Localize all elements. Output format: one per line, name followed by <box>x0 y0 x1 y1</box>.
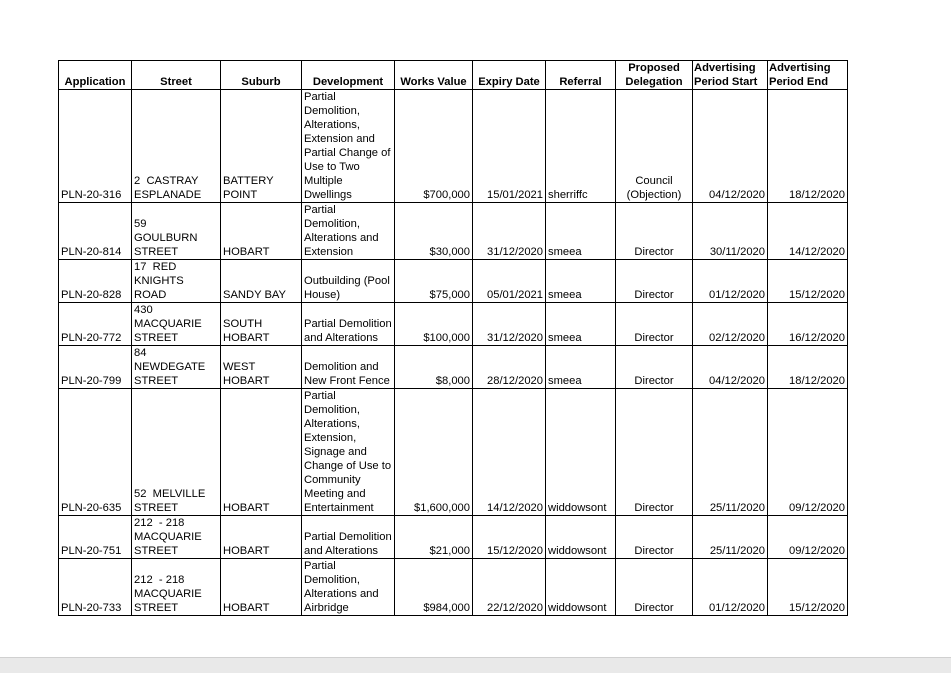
development-cell-line: Alterations, <box>304 418 360 430</box>
application-cell: PLN-20-733 <box>59 559 132 616</box>
development-cell <box>302 203 395 260</box>
development-cell-line: Partial Demolition <box>304 531 392 543</box>
suburb-cell-line: HOBART <box>223 602 270 614</box>
street-cell-line: KNIGHTS <box>134 275 184 287</box>
development-cell-line: Demolition and <box>304 361 379 373</box>
delegation-cell-line: (Objection) <box>626 189 682 201</box>
suburb-cell-line: HOBART <box>223 332 270 344</box>
header-suburb: Suburb <box>221 61 302 90</box>
development-cell-line: Demolition, <box>304 105 360 117</box>
street-cell <box>132 559 221 616</box>
header-advertising-period-start <box>693 61 768 90</box>
suburb-cell-line: HOBART <box>223 246 270 258</box>
works-value-cell: $700,000 <box>395 90 473 203</box>
suburb-cell-line: WEST <box>223 361 256 373</box>
suburb-cell <box>221 516 302 559</box>
delegation-cell <box>616 516 693 559</box>
development-cell <box>302 260 395 303</box>
applications-table <box>58 60 848 616</box>
suburb-cell <box>221 559 302 616</box>
adv-start-cell: 04/12/2020 <box>693 90 768 203</box>
delegation-cell-line: Director <box>634 545 674 557</box>
works-value-cell: $984,000 <box>395 559 473 616</box>
works-value-cell: $30,000 <box>395 203 473 260</box>
header-development: Development <box>302 61 395 90</box>
expiry-date-cell: 05/01/2021 <box>473 260 546 303</box>
referral-cell: sherriffc <box>546 90 616 203</box>
header-application: Application <box>59 61 132 90</box>
development-cell-line: Partial <box>304 204 336 216</box>
works-value-cell: $75,000 <box>395 260 473 303</box>
expiry-date-cell: 22/12/2020 <box>473 559 546 616</box>
development-cell-line: Multiple <box>304 175 343 187</box>
adv-start-cell: 04/12/2020 <box>693 346 768 389</box>
referral-cell: smeea <box>546 203 616 260</box>
adv-start-cell: 02/12/2020 <box>693 303 768 346</box>
suburb-cell-line: POINT <box>223 189 258 201</box>
development-cell-line: House) <box>304 289 341 301</box>
header-line: Period Start <box>694 76 758 88</box>
application-cell: PLN-20-751 <box>59 516 132 559</box>
development-cell-line: Alterations and <box>304 232 379 244</box>
suburb-cell <box>221 389 302 516</box>
development-cell-line: Airbridge <box>304 602 349 614</box>
expiry-date-cell: 28/12/2020 <box>473 346 546 389</box>
development-cell-line: Partial Change of <box>304 147 391 159</box>
expiry-date-cell: 15/01/2021 <box>473 90 546 203</box>
development-cell <box>302 90 395 203</box>
development-cell-line: Alterations and <box>304 588 379 600</box>
development-cell-line: Entertainment <box>304 502 374 514</box>
street-cell-line: STREET <box>134 375 179 387</box>
delegation-cell-line: Council <box>635 175 673 187</box>
street-cell-line: STREET <box>134 602 179 614</box>
development-cell-line: Partial Demolition <box>304 318 392 330</box>
development-cell-line: New Front Fence <box>304 375 390 387</box>
suburb-cell <box>221 303 302 346</box>
expiry-date-cell: 31/12/2020 <box>473 303 546 346</box>
header-referral: Referral <box>546 61 616 90</box>
street-cell-line: GOULBURN <box>134 232 198 244</box>
header-advertising-period-end <box>768 61 848 90</box>
street-cell-line: MACQUARIE <box>134 318 202 330</box>
street-cell-line: 2 CASTRAY <box>134 175 199 187</box>
works-value-cell: $8,000 <box>395 346 473 389</box>
street-cell-line: 212 - 218 <box>134 517 185 529</box>
adv-end-cell: 15/12/2020 <box>768 260 848 303</box>
street-cell-line: 430 <box>134 304 153 316</box>
adv-end-cell: 14/12/2020 <box>768 203 848 260</box>
works-value-cell: $1,600,000 <box>395 389 473 516</box>
adv-end-cell: 16/12/2020 <box>768 303 848 346</box>
development-cell-line: Community <box>304 474 361 486</box>
adv-start-cell: 01/12/2020 <box>693 559 768 616</box>
header-proposed-delegation <box>616 61 693 90</box>
header-line: Period End <box>769 76 829 88</box>
adv-end-cell: 15/12/2020 <box>768 559 848 616</box>
street-cell-line: STREET <box>134 246 179 258</box>
adv-end-cell: 09/12/2020 <box>768 516 848 559</box>
delegation-cell <box>616 203 693 260</box>
street-cell <box>132 346 221 389</box>
street-cell-line: 84 <box>134 347 147 359</box>
street-cell-line: 17 RED <box>134 261 177 273</box>
application-cell: PLN-20-828 <box>59 260 132 303</box>
table-row <box>59 559 848 616</box>
development-cell-line: and Alterations <box>304 332 379 344</box>
adv-start-cell: 01/12/2020 <box>693 260 768 303</box>
application-cell: PLN-20-814 <box>59 203 132 260</box>
table-row <box>59 260 848 303</box>
delegation-cell <box>616 303 693 346</box>
delegation-cell-line: Director <box>634 289 674 301</box>
suburb-cell-line: BATTERY <box>223 175 274 187</box>
development-cell-line: Demolition, <box>304 218 360 230</box>
delegation-cell <box>616 260 693 303</box>
development-cell-line: Alterations, <box>304 119 360 131</box>
development-cell <box>302 346 395 389</box>
development-cell-line: Change of Use to <box>304 460 392 472</box>
suburb-cell <box>221 346 302 389</box>
suburb-cell-line: SANDY BAY <box>223 289 287 301</box>
referral-cell: widdowsont <box>546 559 616 616</box>
adv-end-cell: 18/12/2020 <box>768 346 848 389</box>
page-bottom-edge <box>0 657 951 673</box>
header-line: Proposed <box>628 62 680 74</box>
adv-end-cell: 09/12/2020 <box>768 389 848 516</box>
expiry-date-cell: 14/12/2020 <box>473 389 546 516</box>
referral-cell: widdowsont <box>546 389 616 516</box>
header-works-value: Works Value <box>395 61 473 90</box>
works-value-cell: $100,000 <box>395 303 473 346</box>
street-cell <box>132 303 221 346</box>
application-cell: PLN-20-799 <box>59 346 132 389</box>
delegation-cell-line: Director <box>634 502 674 514</box>
street-cell-line: 212 - 218 <box>134 574 185 586</box>
development-cell-line: Demolition, <box>304 404 360 416</box>
header-street: Street <box>132 61 221 90</box>
street-cell-line: STREET <box>134 332 179 344</box>
suburb-cell-line: HOBART <box>223 545 270 557</box>
header-line: Delegation <box>625 76 683 88</box>
suburb-cell <box>221 90 302 203</box>
delegation-cell-line: Director <box>634 375 674 387</box>
delegation-cell <box>616 389 693 516</box>
adv-start-cell: 25/11/2020 <box>693 516 768 559</box>
referral-cell: widdowsont <box>546 516 616 559</box>
development-cell <box>302 389 395 516</box>
street-cell <box>132 389 221 516</box>
adv-end-cell: 18/12/2020 <box>768 90 848 203</box>
header-line: Advertising <box>769 62 831 74</box>
expiry-date-cell: 31/12/2020 <box>473 203 546 260</box>
street-cell-line: MACQUARIE <box>134 531 202 543</box>
works-value-cell: $21,000 <box>395 516 473 559</box>
delegation-cell-line: Director <box>634 602 674 614</box>
delegation-cell <box>616 346 693 389</box>
application-cell: PLN-20-635 <box>59 389 132 516</box>
expiry-date-cell: 15/12/2020 <box>473 516 546 559</box>
street-cell <box>132 90 221 203</box>
street-cell-line: STREET <box>134 545 179 557</box>
development-cell <box>302 303 395 346</box>
table-row <box>59 516 848 559</box>
development-cell-line: Demolition, <box>304 574 360 586</box>
table-row <box>59 90 848 203</box>
suburb-cell <box>221 203 302 260</box>
table-row <box>59 303 848 346</box>
table-row <box>59 203 848 260</box>
development-cell-line: and Alterations <box>304 545 379 557</box>
street-cell <box>132 260 221 303</box>
suburb-cell-line: HOBART <box>223 375 270 387</box>
suburb-cell <box>221 260 302 303</box>
adv-start-cell: 25/11/2020 <box>693 389 768 516</box>
development-cell-line: Extension, <box>304 432 357 444</box>
development-cell-line: Outbuilding (Pool <box>304 275 390 287</box>
street-cell-line: 59 <box>134 218 147 230</box>
suburb-cell-line: HOBART <box>223 502 270 514</box>
table-header-row <box>59 61 848 90</box>
header-line: Advertising <box>694 62 756 74</box>
street-cell-line: 52 MELVILLE <box>134 488 206 500</box>
development-cell-line: Extension and <box>304 133 375 145</box>
referral-cell: smeea <box>546 260 616 303</box>
table-body <box>59 90 848 616</box>
suburb-cell-line: SOUTH <box>223 318 263 330</box>
street-cell-line: MACQUARIE <box>134 588 202 600</box>
development-cell-line: Use to Two <box>304 161 360 173</box>
referral-cell: smeea <box>546 346 616 389</box>
development-cell-line: Partial <box>304 390 336 402</box>
development-cell-line: Signage and <box>304 446 367 458</box>
delegation-cell <box>616 90 693 203</box>
street-cell-line: ESPLANADE <box>134 189 202 201</box>
referral-cell: smeea <box>546 303 616 346</box>
street-cell <box>132 516 221 559</box>
application-cell: PLN-20-772 <box>59 303 132 346</box>
table-row <box>59 346 848 389</box>
street-cell-line: ROAD <box>134 289 167 301</box>
development-cell <box>302 559 395 616</box>
development-cell-line: Partial <box>304 91 336 103</box>
development-cell-line: Partial <box>304 560 336 572</box>
delegation-cell-line: Director <box>634 246 674 258</box>
development-cell-line: Meeting and <box>304 488 366 500</box>
delegation-cell <box>616 559 693 616</box>
application-cell: PLN-20-316 <box>59 90 132 203</box>
adv-start-cell: 30/11/2020 <box>693 203 768 260</box>
development-cell-line: Dwellings <box>304 189 352 201</box>
development-cell <box>302 516 395 559</box>
delegation-cell-line: Director <box>634 332 674 344</box>
street-cell <box>132 203 221 260</box>
table-row <box>59 389 848 516</box>
header-expiry-date: Expiry Date <box>473 61 546 90</box>
street-cell-line: STREET <box>134 502 179 514</box>
street-cell-line: NEWDEGATE <box>134 361 206 373</box>
development-cell-line: Extension <box>304 246 354 258</box>
